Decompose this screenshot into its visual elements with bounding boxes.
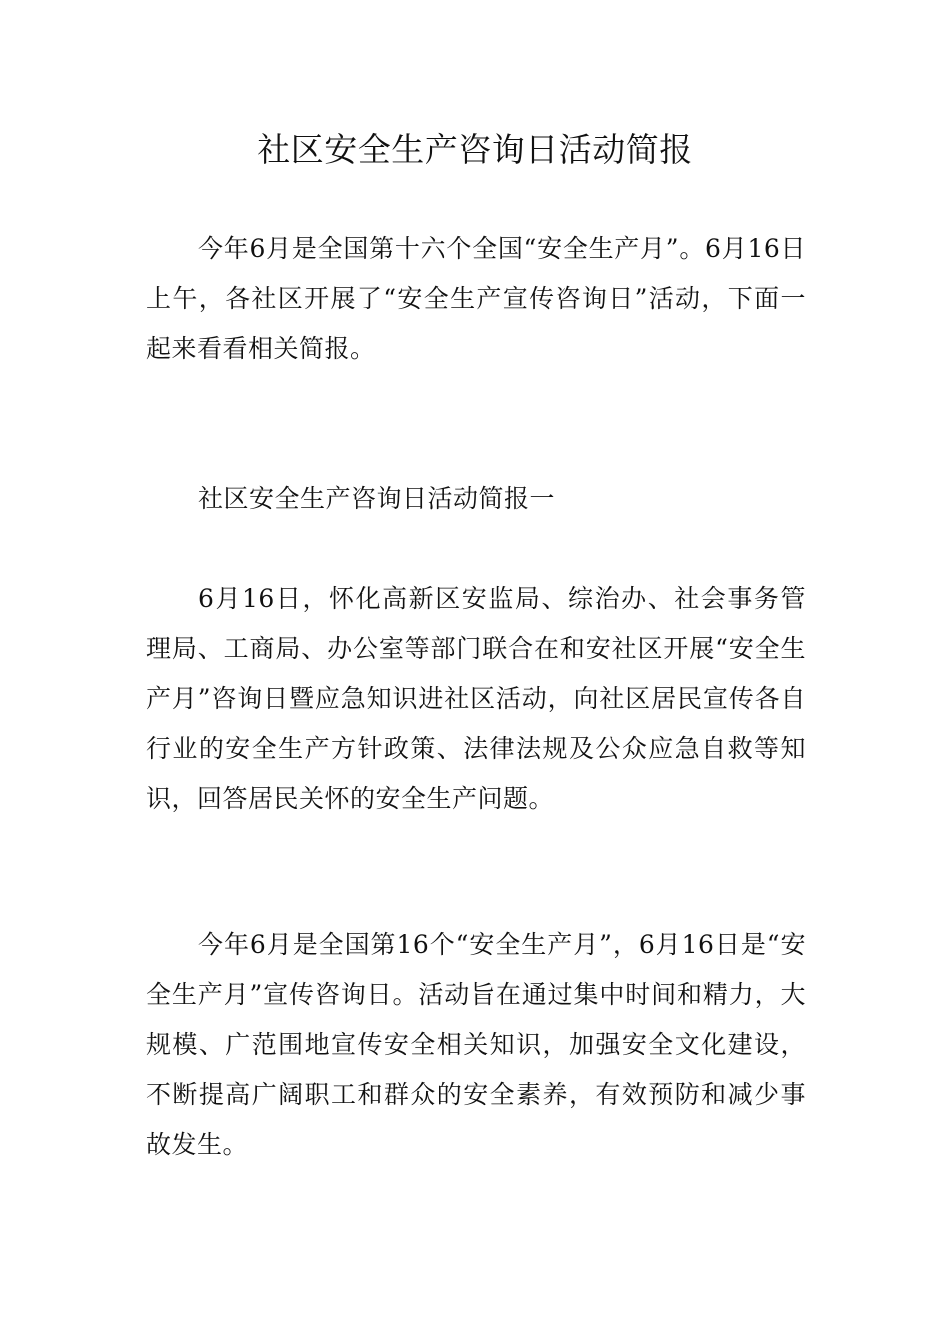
document-title: 社区安全生产咨询日活动简报 (257, 130, 693, 169)
body-paragraph: 今年6月是全国第16个“安全生产月”，6月16日是“安全生产月”宣传咨询日。活动旨在通过集中时间和精力，大规模、广范围地宣传安全相关知识，加强安全文化建设，不断提高广阔职工和群众的安全素养，有效预防和减少事故发生。 (146, 930, 806, 1159)
body-paragraph: 6月16日，怀化高新区安监局、综治办、社会事务管理局、工商局、办公室等部门联合在和安社区开展“安全生产月”咨询日暨应急知识进社区活动，向社区居民宣传各自行业的安全生产方针政策、法律法规及公众应急自救等知识，回答居民关怀的安全生产问题。 (146, 584, 806, 813)
section-heading: 社区安全生产咨询日活动简报一 (198, 484, 556, 513)
intro-paragraph: 今年6月是全国第十六个全国“安全生产月”。6月16日上午，各社区开展了“安全生产宣传咨询日”活动，下面一起来看看相关简报。 (146, 234, 806, 363)
